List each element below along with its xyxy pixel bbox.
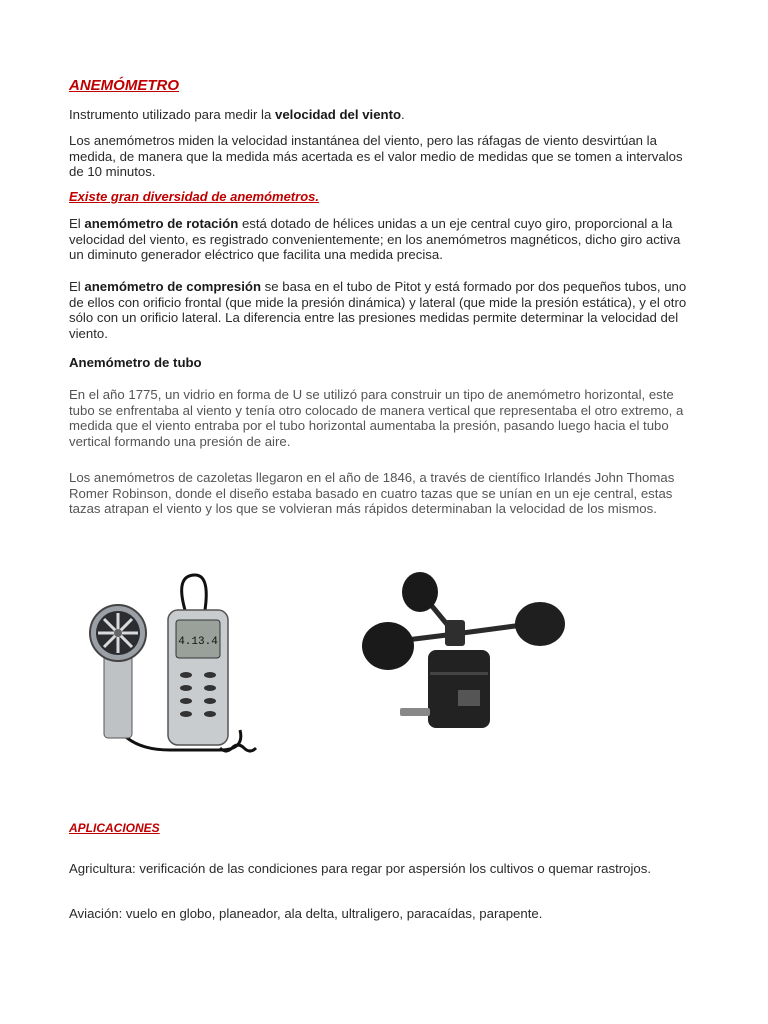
rotation-paragraph: El anemómetro de rotación está dotado de hélices unidas a un eje central cuyo giro, proporcional a la velocidad del viento, es registrado convenientemente; en los anemómetros magnéticos, dicho giro activa un diminuto generador eléctrico que facilita una medida precisa. bbox=[69, 216, 681, 263]
diversity-heading: Existe gran diversidad de anemómetros. bbox=[69, 189, 319, 204]
cups-paragraph: Los anemómetros de cazoletas llegaron en el año de 1846, a través de científico Irlandés John Thomas Romer Robinson, donde el diseño estaba basado en cuatro tazas que se unían en un eje central, estas tazas atrapan el viento y los que se volvieran más rápidos determinaban la velocidad de los mismos. bbox=[69, 470, 675, 517]
tube-heading: Anemómetro de tubo bbox=[69, 355, 202, 370]
tube-paragraph: En el año 1775, un vidrio en forma de U se utilizó para construir un tipo de anemómetro horizontal, este tubo se enfrentaba al viento y tenía otro colocado de manera vertical que representaba el otro extremo, a medida que el viento entraba por el tubo horizontal aumentaba la presión, pasando luego hacia el tubo vertical formando una presión de aire. bbox=[69, 387, 684, 449]
compression-paragraph: El anemómetro de compresión se basa en el tubo de Pitot y está formado por dos pequeños tubos, uno de ellos con orificio frontal (que mide la presión dinámica) y lateral (que mide la presión estática), y el otro sólo con un orificio lateral. La diferencia entre las presiones medidas permite determinar la velocidad del viento. bbox=[69, 279, 687, 341]
intro-paragraph: Instrumento utilizado para medir la velocidad del viento. bbox=[69, 107, 405, 122]
handheld-anemometer-image bbox=[80, 570, 260, 775]
agriculture-item: Agricultura: verificación de las condiciones para regar por aspersión los cultivos o quemar rastrojos. bbox=[69, 861, 651, 876]
aviation-item: Aviación: vuelo en globo, planeador, ala delta, ultraligero, paracaídas, parapente. bbox=[69, 906, 543, 921]
applications-heading: APLICACIONES bbox=[69, 821, 160, 835]
cup-anemometer-image bbox=[360, 572, 570, 737]
page-title: ANEMÓMETRO bbox=[69, 77, 179, 94]
device-display-readout: 4.13.4 bbox=[178, 636, 218, 648]
instant-speed-paragraph: Los anemómetros miden la velocidad instantánea del viento, pero las ráfagas de viento desvirtúan la medida, de manera que la medida más acertada es el valor medio de medidas que se tomen a intervalos de 10 minutos. bbox=[69, 133, 683, 180]
